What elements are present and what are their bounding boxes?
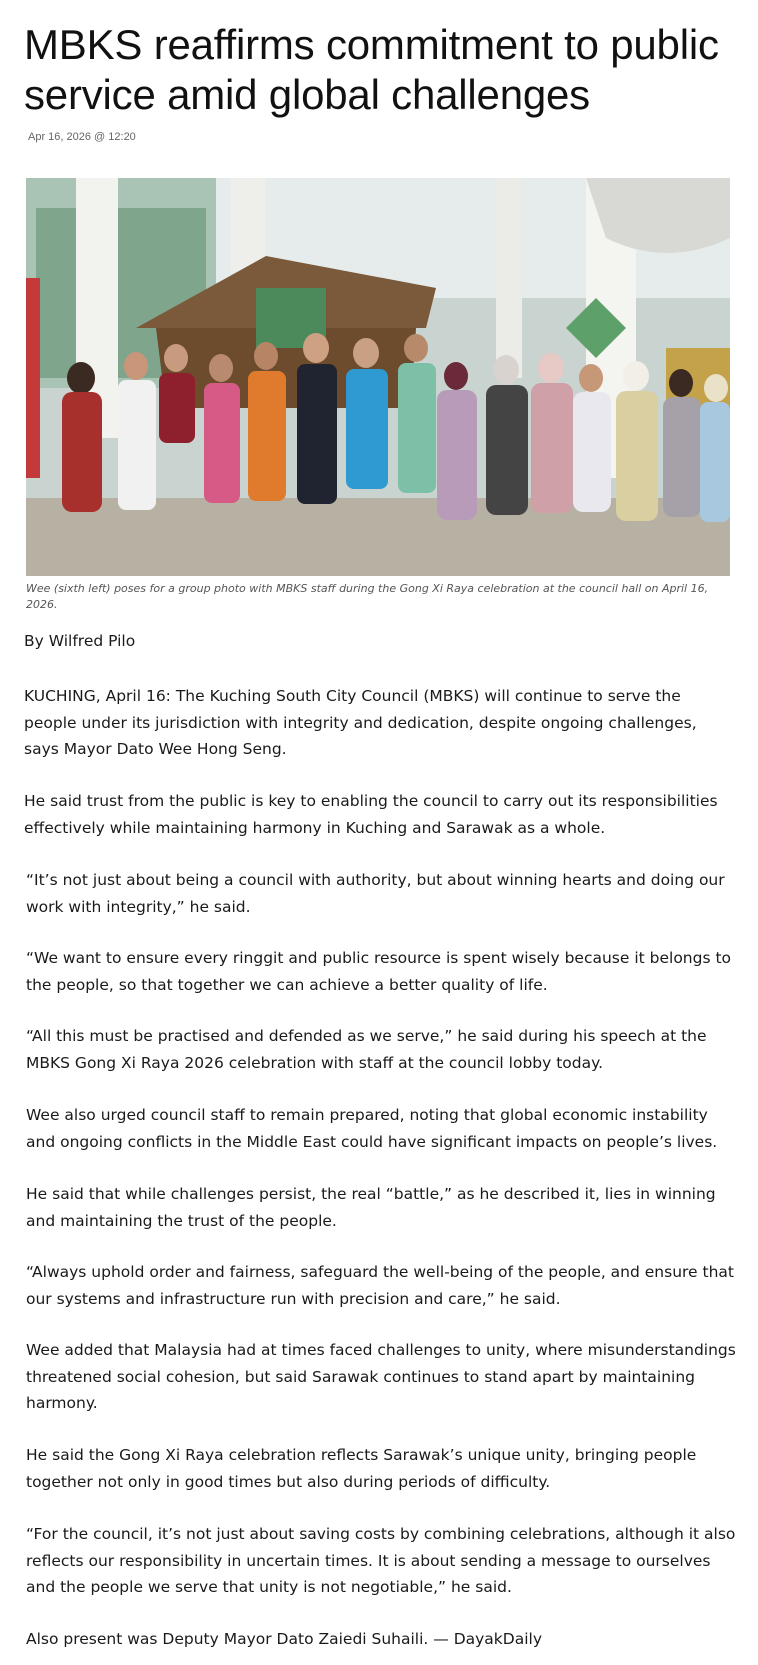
body-paragraph: Also present was Deputy Mayor Dato Zaiedi Suhaili. — DayakDaily	[26, 1630, 542, 1648]
body-paragraph: “All this must be practised and defended as we serve,” he said during his speech at the MBKS Gong Xi Raya 2026 celebration with staff at the council lobby today.	[26, 1027, 707, 1072]
body-paragraph: “Always uphold order and fairness, safeguard the well-being of the people, and ensure that our systems and infrastructure run with precision and care,” he said.	[26, 1263, 734, 1308]
body-paragraph: KUCHING, April 16: The Kuching South City Council (MBKS) will continue to serve the people under its jurisdiction with integrity and dedication, despite ongoing challenges, says Mayor Dato Wee Hong Seng.	[24, 687, 697, 758]
body-paragraph: “It’s not just about being a council with authority, but about winning hearts and doing our work with integrity,” he said.	[26, 871, 725, 916]
body-paragraph: Wee added that Malaysia had at times faced challenges to unity, where misunderstandings threatened social cohesion, but said Sarawak continues to stand apart by maintaining harmony.	[26, 1341, 736, 1412]
article-photo	[26, 178, 730, 576]
body-paragraph: He said that while challenges persist, the real “battle,” as he described it, lies in winning and maintaining the trust of the people.	[26, 1185, 716, 1230]
body-paragraph: He said trust from the public is key to enabling the council to carry out its responsibilities effectively while maintaining harmony in Kuching and Sarawak as a whole.	[24, 792, 718, 837]
publish-date: Apr 16, 2026 @ 12:20	[28, 131, 136, 143]
body-paragraph: Wee also urged council staff to remain prepared, noting that global economic instability and ongoing conflicts in the Middle East could have significant impacts on people’s lives.	[26, 1106, 718, 1151]
headline: MBKS reaffirms commitment to public service amid global challenges	[24, 21, 719, 118]
photo-caption: Wee (sixth left) poses for a group photo with MBKS staff during the Gong Xi Raya celebration at the council hall on April 16, 2026.	[26, 582, 709, 611]
body-paragraph: He said the Gong Xi Raya celebration reflects Sarawak’s unique unity, bringing people together not only in good times but also during periods of difficulty.	[26, 1446, 697, 1491]
body-paragraph: “For the council, it’s not just about saving costs by combining celebrations, although it also reflects our responsibility in uncertain times. It is about sending a message to ourselves and the people we serve that unity is not negotiable,” he said.	[26, 1525, 736, 1596]
byline: By Wilfred Pilo	[24, 632, 136, 650]
body-paragraph: “We want to ensure every ringgit and public resource is spent wisely because it belongs to the people, so that together we can achieve a better quality of life.	[26, 949, 732, 994]
